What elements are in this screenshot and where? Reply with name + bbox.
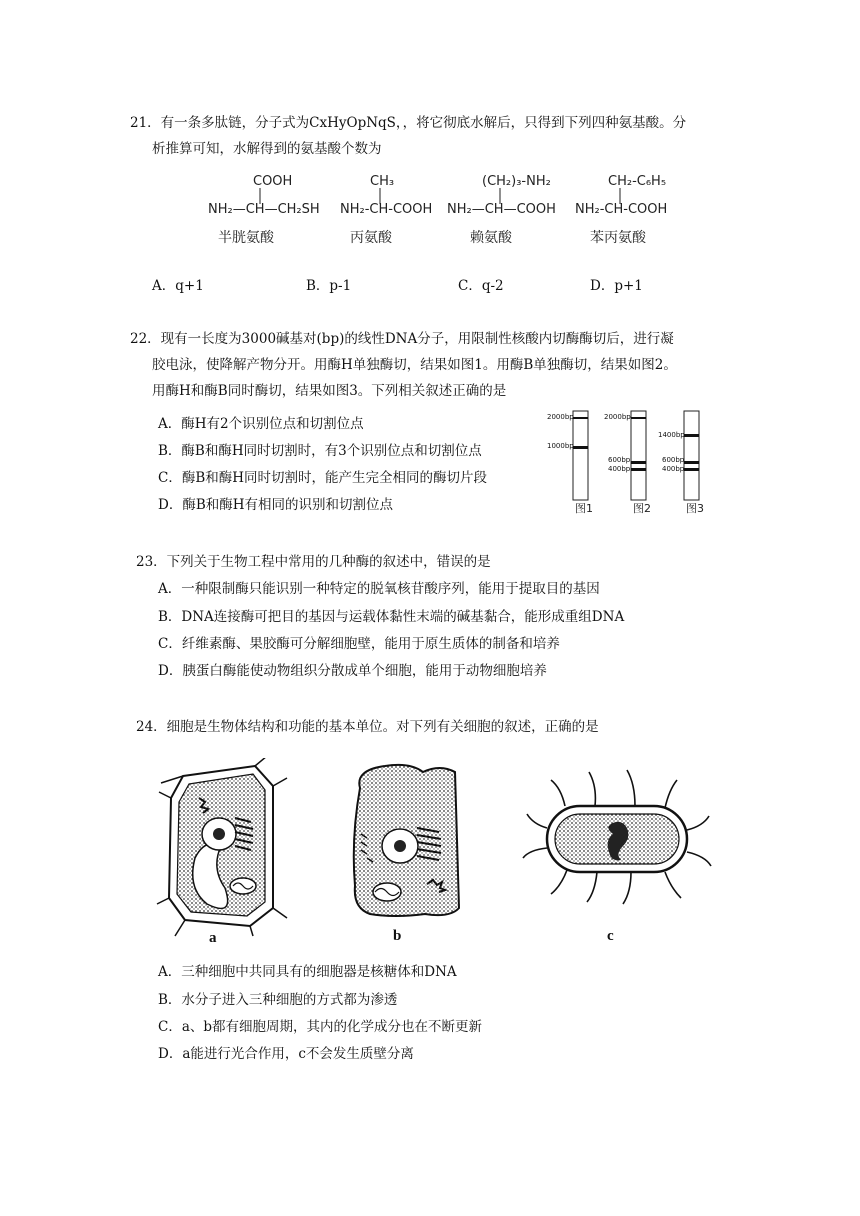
- q23-option-a: A．一种限制酶只能识别一种特定的脱氧核苷酸序列，能用于提取目的基因: [158, 581, 600, 597]
- bacterium-cell-c: [523, 770, 711, 904]
- q21-stem-line2: 析推算可知，水解得到的氨基酸个数为: [152, 141, 382, 157]
- fig2-label: 图2: [633, 502, 651, 515]
- fig2-band-400: 400bp: [608, 465, 631, 473]
- fig3-label: 图3: [686, 502, 704, 515]
- cysteine-side-chain: COOH: [253, 174, 293, 189]
- q22-stem-line1: 22．现有一长度为3000碱基对(bp)的线性DNA分子，用限制性核酸内切酶酶切后，进行凝: [130, 331, 674, 347]
- fig1-band-1000: 1000bp: [547, 442, 574, 450]
- cell-label-b: b: [393, 928, 402, 944]
- q21-option-a: A．q+1: [152, 278, 204, 294]
- fig2-band-2000: 2000bp: [604, 413, 631, 421]
- cysteine-name: 半胱氨酸: [218, 230, 274, 246]
- fig3-band-400: 400bp: [662, 465, 685, 473]
- q23-option-d: D．胰蛋白酶能使动物组织分散成单个细胞，能用于动物细胞培养: [158, 663, 547, 679]
- animal-cell-b: [354, 765, 459, 916]
- phenylalanine-side-chain: CH₂-C₆H₅: [608, 174, 667, 189]
- lysine-side-chain: (CH₂)₃-NH₂: [482, 174, 551, 189]
- fig3-band-1400: 1400bp: [658, 431, 685, 439]
- q23-option-c: C．纤维素酶、果胶酶可分解细胞壁，能用于原生质体的制备和培养: [158, 636, 560, 652]
- q21-option-b: B．p-1: [306, 278, 352, 294]
- q21-option-d: D．p+1: [590, 278, 643, 294]
- cell-label-a: a: [209, 930, 217, 946]
- q22-option-b: B．酶B和酶H同时切割时，有3个识别位点和切割位点: [158, 443, 482, 459]
- alanine-side-chain: CH₃: [370, 174, 395, 189]
- structure-bonds-svg: [200, 186, 680, 206]
- cell-diagrams-svg: [155, 758, 715, 938]
- plant-cell-a: [157, 758, 287, 936]
- q24-stem: 24．细胞是生物体结构和功能的基本单位。对下列有关细胞的叙述，正确的是: [136, 719, 599, 735]
- q23-option-b: B．DNA连接酶可把目的基因与运载体黏性末端的碱基黏合，能形成重组DNA: [158, 609, 625, 625]
- q24-option-b: B．水分子进入三种细胞的方式都为渗透: [158, 992, 398, 1008]
- q24-option-d: D．a能进行光合作用，c不会发生质壁分离: [158, 1046, 414, 1062]
- q24-option-a: A．三种细胞中共同具有的细胞器是核糖体和DNA: [158, 964, 457, 980]
- q22-option-c: C．酶B和酶H同时切割时，能产生完全相同的酶切片段: [158, 470, 488, 486]
- q21-option-c: C．q-2: [458, 278, 504, 294]
- q22-stem-line3: 用酶H和酶B同时酶切，结果如图3。下列相关叙述正确的是: [152, 383, 507, 399]
- cysteine-main-chain: NH₂—CH—CH₂SH: [208, 202, 320, 217]
- q22-stem-line2: 胶电泳，使降解产物分开。用酶H单独酶切，结果如图1。用酶B单独酶切，结果如图2。: [152, 357, 677, 373]
- alanine-main-chain: NH₂-CH-COOH: [340, 202, 433, 217]
- phenylalanine-main-chain: NH₂-CH-COOH: [575, 202, 668, 217]
- fig1-band-2000: 2000bp: [547, 413, 574, 421]
- fig1-label: 图1: [575, 502, 593, 515]
- alanine-name: 丙氨酸: [350, 230, 392, 246]
- q24-option-c: C．a、b都有细胞周期，其内的化学成分也在不断更新: [158, 1019, 483, 1035]
- q22-option-a: A．酶H有2个识别位点和切割位点: [158, 416, 364, 432]
- lysine-main-chain: NH₂—CH—COOH: [447, 202, 556, 217]
- fig2-band-600: 600bp: [608, 456, 631, 464]
- q21-stem-line1: 21．有一条多肽链，分子式为CxHyOpNqS，，将它彻底水解后，只得到下列四种氨基酸。分: [130, 115, 687, 131]
- fig3-band-600: 600bp: [662, 456, 685, 464]
- lysine-name: 赖氨酸: [470, 230, 512, 246]
- q23-stem: 23．下列关于生物工程中常用的几种酶的叙述中，错误的是: [136, 554, 491, 570]
- q22-option-d: D．酶B和酶H有相同的识别和切割位点: [158, 497, 394, 513]
- cell-label-c: c: [607, 928, 614, 944]
- phenylalanine-name: 苯丙氨酸: [590, 230, 646, 246]
